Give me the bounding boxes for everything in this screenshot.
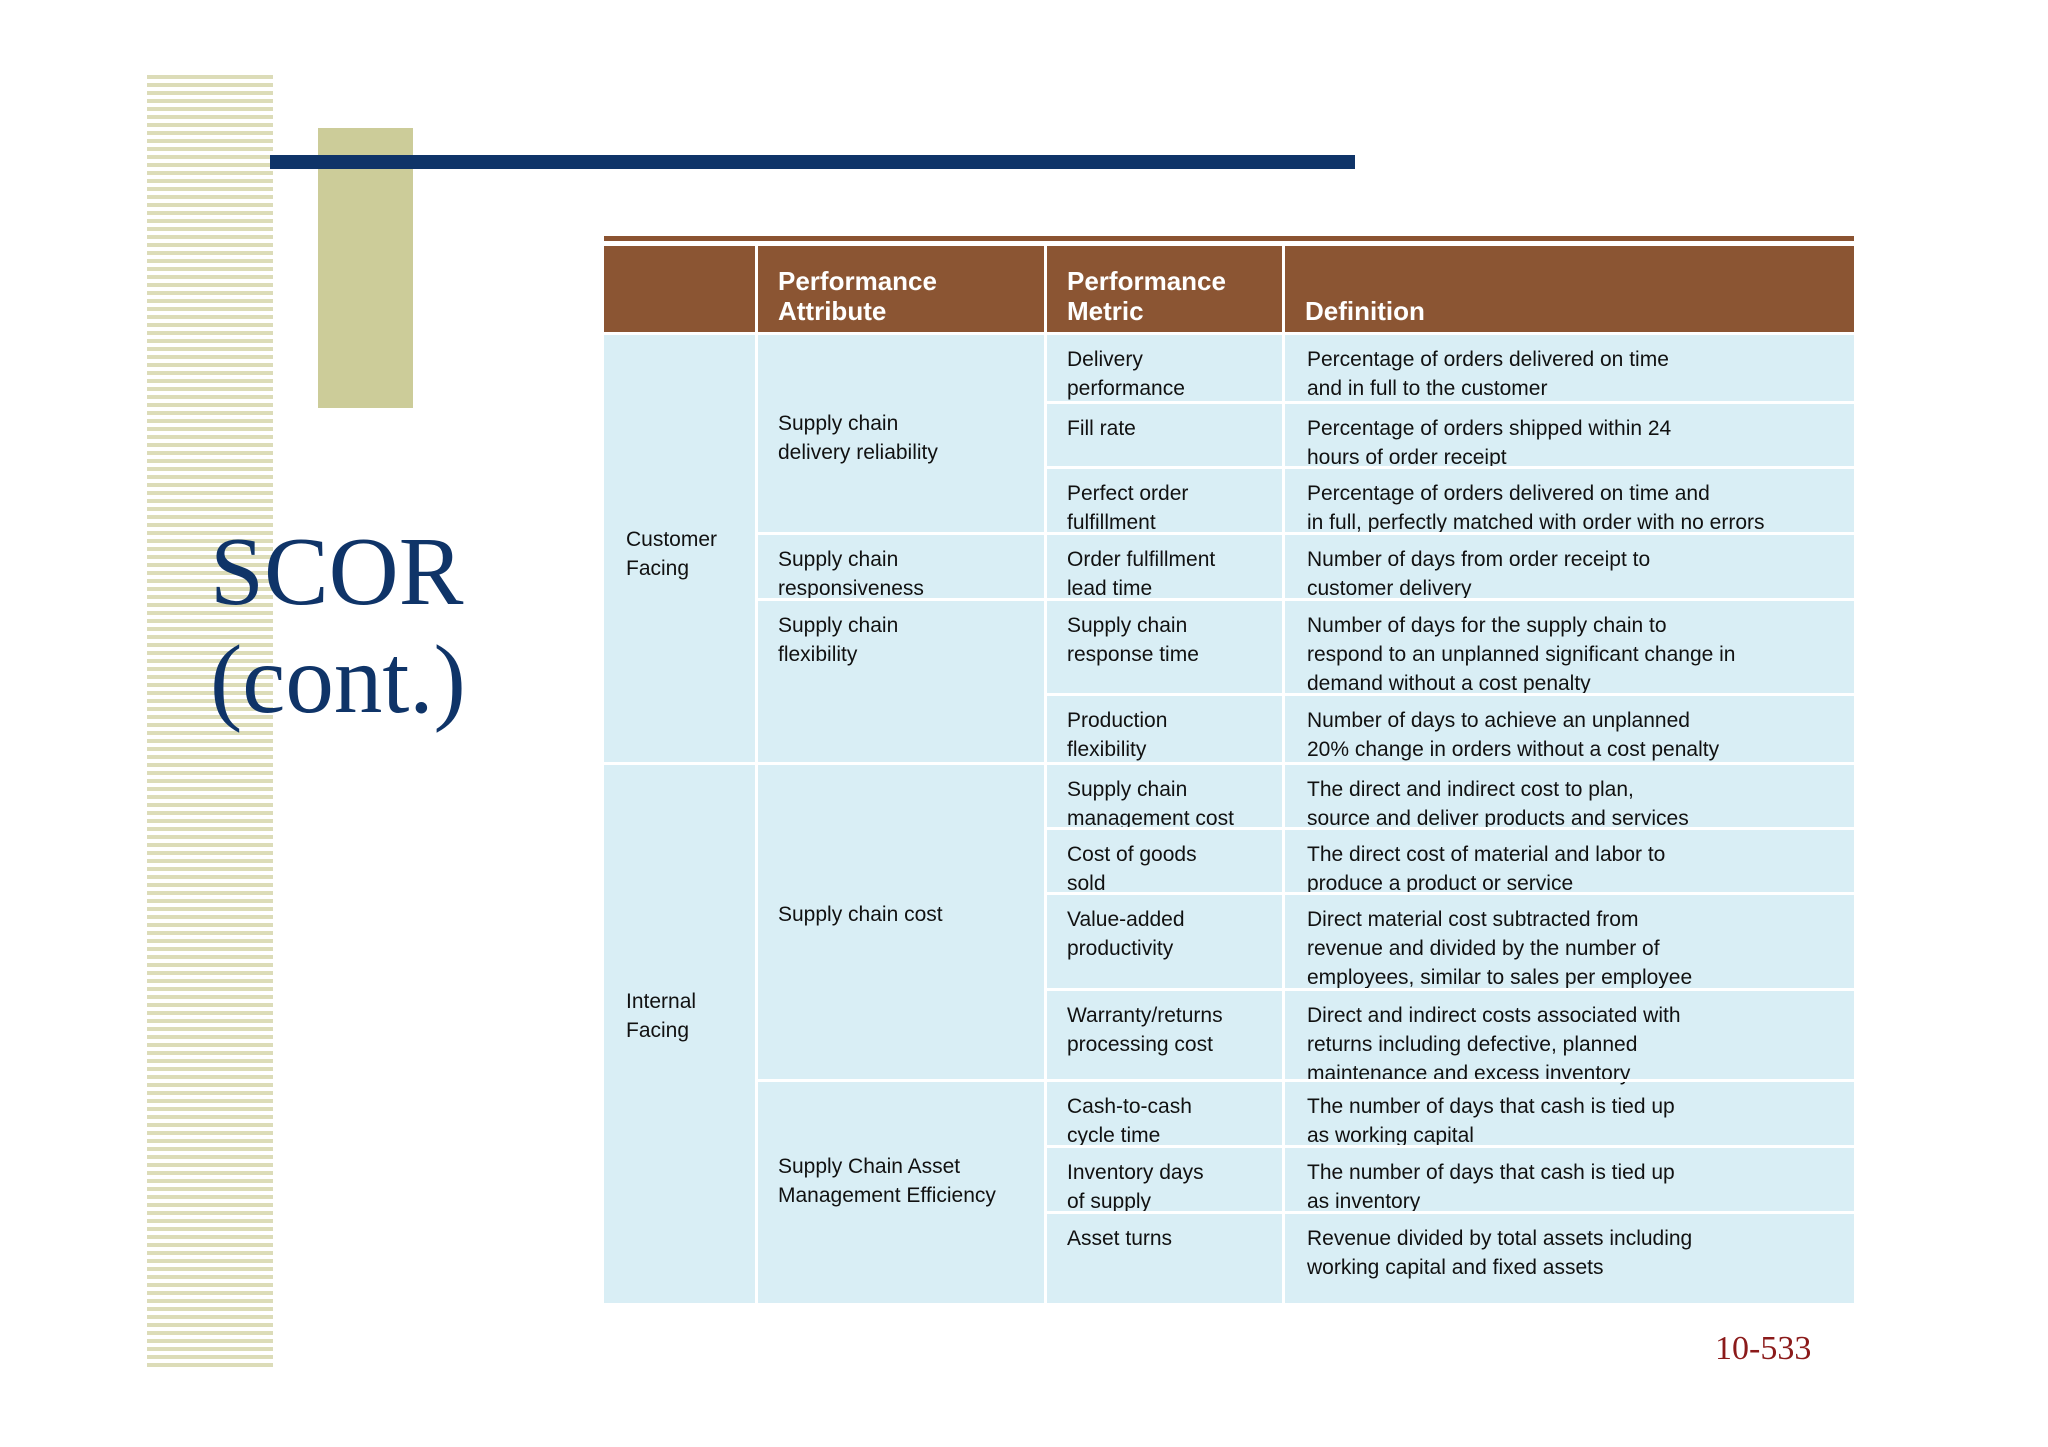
definition-cell: Number of days to achieve an unplanned 20% change in orders without a cost penalty xyxy=(1282,693,1854,762)
metric-cell: Supply chain management cost xyxy=(1044,762,1282,827)
metric-cell: Value-added productivity xyxy=(1044,892,1282,988)
metric-cell: Supply chain response time xyxy=(1044,598,1282,693)
attribute-delivery-reliability: Supply chain delivery reliability xyxy=(755,335,1044,532)
group-internal-facing: Internal Facing xyxy=(604,762,755,1303)
header-performance-attribute: Performance Attribute xyxy=(755,246,1044,334)
definition-cell: Number of days from order receipt to customer delivery xyxy=(1282,532,1854,598)
header-performance-metric: Performance Metric xyxy=(1044,246,1282,334)
definition-cell: The number of days that cash is tied up as inventory xyxy=(1282,1145,1854,1211)
metric-cell: Cost of goods sold xyxy=(1044,827,1282,892)
definition-cell: Percentage of orders delivered on time and in full to the customer xyxy=(1282,335,1854,401)
definition-cell: Percentage of orders delivered on time and in full, perfectly matched with order with no errors xyxy=(1282,466,1854,532)
metric-cell: Cash-to-cash cycle time xyxy=(1044,1079,1282,1145)
definition-cell: Direct and indirect costs associated with returns including defective, planned maintenance and excess inventory xyxy=(1282,988,1854,1079)
slide-title-line1: SCOR xyxy=(210,518,464,625)
definition-cell: Number of days for the supply chain to respond to an unplanned significant change in demand without a cost penalty xyxy=(1282,598,1854,693)
definition-cell: Revenue divided by total assets including working capital and fixed assets xyxy=(1282,1211,1854,1303)
decorative-block xyxy=(318,128,413,408)
definition-cell: Percentage of orders shipped within 24 hours of order receipt xyxy=(1282,401,1854,466)
metric-cell: Perfect order fulfillment xyxy=(1044,466,1282,532)
definition-cell: The number of days that cash is tied up as working capital xyxy=(1282,1079,1854,1145)
metric-cell: Production flexibility xyxy=(1044,693,1282,762)
metric-cell: Inventory days of supply xyxy=(1044,1145,1282,1211)
attribute-supply-chain-cost: Supply chain cost xyxy=(755,762,1044,1079)
page-number: 10-533 xyxy=(1715,1330,1812,1367)
metric-cell: Warranty/returns processing cost xyxy=(1044,988,1282,1079)
metric-cell: Order fulfillment lead time xyxy=(1044,532,1282,598)
definition-cell: The direct cost of material and labor to produce a product or service xyxy=(1282,827,1854,892)
header-definition: Definition xyxy=(1282,246,1854,334)
slide-title-line2: (cont.) xyxy=(210,626,466,733)
table-header xyxy=(604,246,1854,332)
scor-metrics-table xyxy=(604,236,1854,1303)
metric-cell: Asset turns xyxy=(1044,1211,1282,1303)
header-group xyxy=(604,246,755,334)
metric-cell: Delivery performance xyxy=(1044,335,1282,401)
definition-cell: Direct material cost subtracted from revenue and divided by the number of employees, similar to sales per employee xyxy=(1282,892,1854,988)
group-customer-facing: Customer Facing xyxy=(626,528,718,580)
table-body xyxy=(604,332,1854,1303)
slide-title xyxy=(210,518,570,734)
definition-cell: The direct and indirect cost to plan, source and deliver products and services xyxy=(1282,762,1854,827)
metric-cell: Fill rate xyxy=(1044,401,1282,466)
attribute-responsiveness: Supply chain responsiveness xyxy=(755,532,1044,598)
attribute-flexibility: Supply chain flexibility xyxy=(755,598,1044,762)
title-rule xyxy=(270,155,1355,169)
attribute-asset-efficiency: Supply Chain Asset Management Efficiency xyxy=(755,1079,1044,1303)
